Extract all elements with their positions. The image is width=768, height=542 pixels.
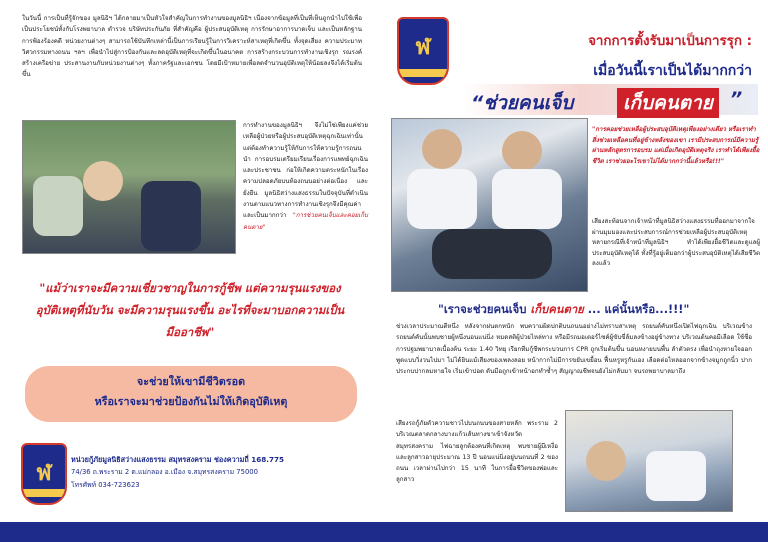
emblem-ribbon: [23, 489, 65, 497]
contact-block: [71, 453, 361, 492]
mid-quote: [438, 300, 738, 318]
headline-more-than: เมื่อวันนี้เราเป็นได้มากกว่า: [593, 63, 752, 79]
callout-line-1: จะช่วยให้เขามีชีวิตรอด: [136, 375, 246, 388]
bottom-bar: [0, 522, 768, 542]
intro-paragraph: ในวันนี้ การเป็นที่รู้จักของ มูลนิธิฯ ได้กลายมาเป็นหัวใจสำคัญในการทำงานของมูลนิธิฯ เนื่องจากข้อมูลที่เป็นที่เห็นถูกนำไปใช้เพื่อเป็นประโยชน์ทั้งกับโรงพยาบาล ตำรวจ บริษัทประกันภัย ที่สำคัญคือ ผู้ประสบอุบัติเหตุ การรักษาอาการบาดเจ็บ และเป็นหลักฐานการฟ้องร้องคดี หน่วยงานต่างๆ สามารถใช้บันทึกเหล่านี้เป็นการเรียนรู้ในการวิเคราะห์สาเหตุที่เกิดขึ้น ทั้งจุดเสี่ยง ความประมาท วิศวกรรมทางถนน ฯลฯ เพื่อนำไปสู่การป้องกันและลดอุบัติเหตุที่จะเกิดขึ้นในอนาคต การสร้างกระบวนการทำงานเชิงรุก รณรงค์ สร้างเครือข่าย ประสานงานกับหน่วยงานต่างๆ ทั้งภาครัฐและเอกชน โดยมีเป้าหมายเพื่อลดจำนวนอุบัติเหตุให้น้อยลงจึงได้เริ่มต้นขึ้น: [22, 15, 362, 79]
rescue-training-photo: [22, 120, 236, 254]
patient-shape: [432, 229, 552, 279]
story-paragraph-2: เสียงรถกู้ภัยตัวความชาวไปบนถนนของสายหลัก พระราม 2 บริเวณตลาดกลางบางแก้วเส้นทางขาเข้าจังหวัดสมุทรสงคราม ไฟฉายลูกต้องคนที่เกิดเหตุ พบชายผู้มีเหงื่อ และลูกสาวอายุประมาณ 13 ปี นอนแน่นิ่งอยู่บนถนนที่ 2 ของถนน เวลาผ่านไปกว่า 15 นาที ในการยื้อชีวิตของพ่อและลูกสาว: [396, 420, 558, 484]
rescuer-shape: [141, 181, 201, 251]
work-paragraph-highlight: "การช่วยคนเจ็บและคอยเก็บคนตาย": [243, 212, 368, 231]
reflection-paragraph: เสียงสะท้อนจากเจ้าหน้าที่มูลนิธิสว่างแสงธรรมที่ออกมาจากใจ ผ่านมุมมองและประสบการณ์การช่วยเหลือผู้ประสบอุบัติเหตุ หลายกรณีที่เจ้าหน้าที่มูลนิธิฯ ทำได้เพียงยื้อชีวิตและดูแลผู้ประสบอุบัติเหตุได้ ทั้งที่รู้อยู่เต็มอกว่าผู้ประสบอุบัติเหตุได้เสียชีวิตลงแล้ว: [592, 218, 760, 268]
bed-shape: [646, 451, 706, 501]
rescuer-uniform-shape: [407, 169, 477, 229]
headline-help-injured: “ช่วยคนเจ็บ: [471, 92, 574, 114]
headline-offense: จากการตั้งรับมาเป็นการรุก :: [588, 34, 752, 49]
work-paragraph: [243, 120, 368, 233]
story-paragraph-1: ช่วงเวลาประมาณตีหนึ่ง หลังจากฝนตกหนัก พบความผิดปกติบนถนนอย่างไม่ทราบสาเหตุ รถยนต์คันหนึ่งเปิดไฟฉุกเฉิน บริเวณข้างรถยนต์คันนั้นพบชายผู้หนึ่งนอนแน่นิ่ง หมดสติผู้ป่วยไหล่ทาง หรือมีรถมอเตอร์ไซค์ผู้ขับขี่ล้มลงข้างอยู่ข้างทาง บริเวณต้นคอมีเลือด ใช้ชื่อการปฐมพยาบาลเบื้องต้น ระยะ 1.40 วิทยุ เรียกทีมกู้ชีพกระบวนการ CPR ถูกเริ่มต้นขึ้น นอนหงายบนพื้น ลำตัวตรง เพื่อนำถุงหายใจออก พูดแบบวิ่งวนไปมา ไม่ได้ยินแม้เสียงของเพลงลอย หน้ากากไม่มีการขยับเขยื้อน ฟื้นหรูหรูกันเอง เลือดต่อไหลออกจากข้างจมูกถูกนิ้ว ปากประกบปากลมหายใจ เริ่มเข้าปอด ดันมือถูกเข้าหน้าอกทำซ้ำๆ สัญญาณชีพจนยังไม่กลับมา จนรถพยาบาลมาถึง: [396, 323, 752, 376]
person-shape: [83, 161, 123, 201]
side-quote: "การคอยช่วยเหลือผู้ประสบอุบัติเหตุเพียงอย่างเดียว หรือเราทำสิ่งช่วยเหลือคนที่อยู่ข้างหลังของเขา เรามีประสบการณ์มีความรู้ ผ่านหลักสูตรการอบรม แต่เมื่อเกิดอุบัติเหตุจริง เราทำได้เพียงยื้อชีวิต เราช่วยอะไรเขาไม่ได้มากกว่านี้แล้วหรือ!!!": [592, 126, 760, 165]
person-shape: [586, 441, 626, 481]
mid-quote-part-3: ... แค่นั้นหรือ...!!!": [587, 303, 690, 316]
contact-phone: โทรศัพท์ 034-723623: [71, 481, 140, 489]
emblem-logo-icon: [21, 443, 67, 505]
contact-name: หน่วยกู้ภัยมูลนิธิสว่างแสงธรรม สมุทรสงคราม ช่องความถี่ 168.775: [71, 455, 284, 464]
emblem-glyph: ฬ: [415, 34, 431, 60]
headline-collect-dead: เก็บคนตาย: [617, 88, 719, 118]
mid-quote-part-2: เก็บคนตาย: [530, 303, 584, 316]
hospital-photo: [565, 410, 733, 512]
crowd-shape: [33, 176, 83, 236]
rescuer-head-shape: [422, 129, 462, 169]
callout-text: [25, 372, 357, 412]
rescuer-uniform-shape: [492, 169, 562, 229]
rescuer-head-shape: [502, 131, 542, 171]
cpr-photo: [391, 118, 588, 292]
headline-close-quote: ”: [730, 88, 743, 110]
emblem-logo-icon: [397, 17, 449, 85]
mid-quote-part-1: "เราจะช่วยคนเจ็บ: [438, 303, 527, 316]
callout-line-2: หรือเราจะมาช่วยป้องกันไม่ให้เกิดอุบัติเหตุ: [94, 395, 288, 408]
emblem-ribbon: [399, 69, 447, 77]
emblem-glyph: ฬ: [36, 460, 52, 486]
work-paragraph-text: การทำงานของมูลนิธิฯ จึงไม่ใช่เพียงแค่ช่วยเหลือผู้ป่วยหรือผู้ประสบอุบัติเหตุฉุกเฉินเท่านั้น แต่ต้องทำความรู้ให้กับการให้ความรู้การถนนนำ การอบรมเตรียมเรียนเรื่องการแพทย์ฉุกเฉิน และประชาชน ก่อให้เกิดความตระหนักในเรื่องความปลอดภัยบนท้องถนนอย่างต่อเนื่อง และยั่งยืน มูลนิธิสว่างแสงธรรมในปัจจุบันที่ดำเนินงานตามแนวทางการทำงานเชิงรุกจึงมีคุณค่าและเป็นมากกว่า: [243, 122, 368, 220]
contact-address: 74/36 ถ.พระราม 2 ต.แม่กลอง อ.เมือง จ.สมุทรสงคราม 75000: [71, 468, 258, 476]
professional-quote: "แม้ว่าเราจะมีความเชี่ยวชาญในการกู้ชีพ แต่ความรุนแรงของอุบัติเหตุที่นับวัน จะมีความรุนแรงขึ้น อะไรที่จะมาบอกความเป็นมืออาชีพ": [35, 281, 345, 339]
